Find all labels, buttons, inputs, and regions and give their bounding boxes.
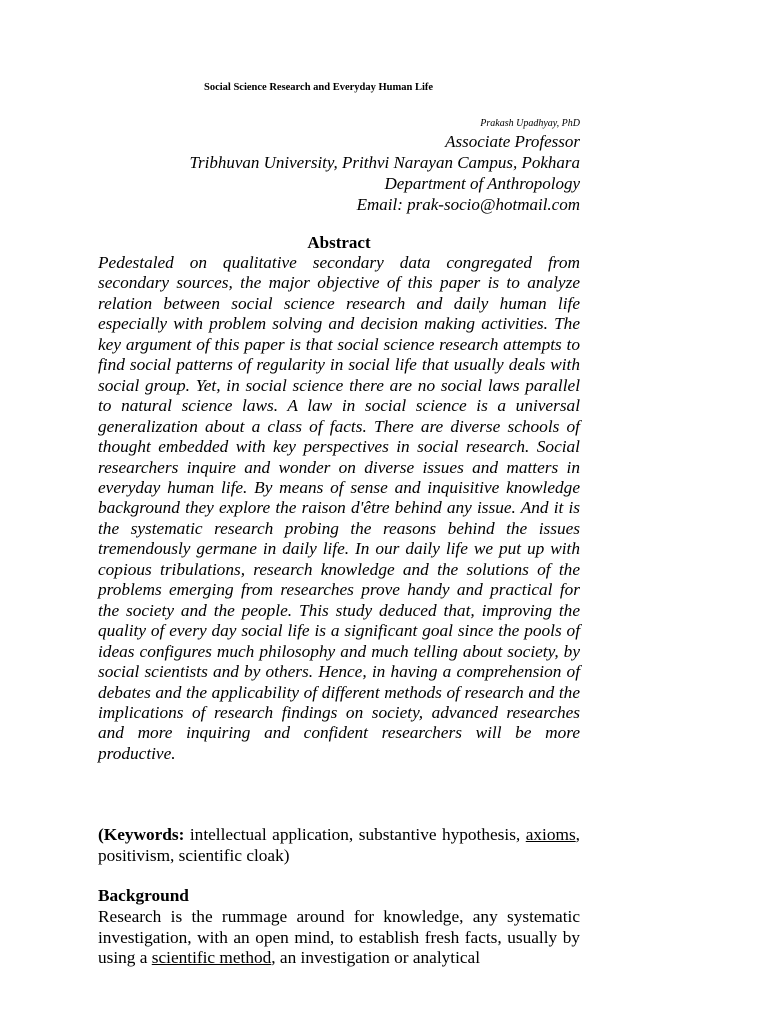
author-position: Associate Professor	[445, 132, 580, 151]
background-text-part1: Research is the rummage around for knowledge, any systematic investigation, with an open mind, to establish fresh facts, usually by using a	[98, 907, 580, 967]
author-block	[189, 117, 580, 215]
author-name: Prakash Upadhyay, PhD	[480, 118, 580, 129]
paper-title: Social Science Research and Everyday Human Life	[204, 82, 434, 93]
abstract-text: Pedestaled on qualitative secondary data congregated from secondary sources, the major objective of this paper is to analyze relation between social science research and daily human life especially with problem solving and decision making activities. The key argument of this paper is that social science research attempts to find social patterns of regularity in social life that usually deals with social group. Yet, in social science there are no social laws parallel to natural science laws. A law in social science is a universal generalization about a class of facts. There are diverse schools of thought embedded with key perspectives in social research. Social researchers inquire and wonder on diverse issues and matters in everyday human life. By means of sense and inquisitive knowledge background they explore the raison d'être behind any issue. And it is the systematic research probing the reasons behind the issues tremendously germane in daily life. In our daily life we put up with copious tribulations, research knowledge and the solutions of the problems emerging from researches prove handy and practical for the society and the people. This study deduced that, improving the quality of every day social life is a significant goal since the pools of ideas configures much philosophy and much telling about society, by social scientists and by others. Hence, in having a comprehension of debates and the applicability of different methods of research and the implications of research findings on society, advanced researches and more inquiring and confident researchers will be more productive.	[98, 253, 580, 763]
author-institution: Tribhuvan University, Prithvi Narayan Campus, Pokhara	[189, 153, 580, 172]
background-heading: Background	[98, 886, 189, 905]
keywords-text-part1: intellectual application, substantive hypothesis,	[184, 825, 526, 844]
keywords-paragraph	[98, 825, 580, 866]
keywords-text-part2: , positivism, scientific cloak)	[98, 825, 580, 865]
scientific-method-link[interactable]: scientific method	[151, 948, 272, 967]
keywords-label: (Keywords:	[98, 825, 185, 844]
author-email[interactable]: Email: prak-socio@hotmail.com	[356, 195, 580, 214]
author-department: Department of Anthropology	[384, 174, 580, 193]
background-paragraph	[98, 907, 580, 969]
background-text-part2: , an investigation or analytical	[271, 948, 481, 967]
axioms-link[interactable]: axioms	[525, 825, 576, 844]
abstract-heading: Abstract	[307, 233, 371, 252]
